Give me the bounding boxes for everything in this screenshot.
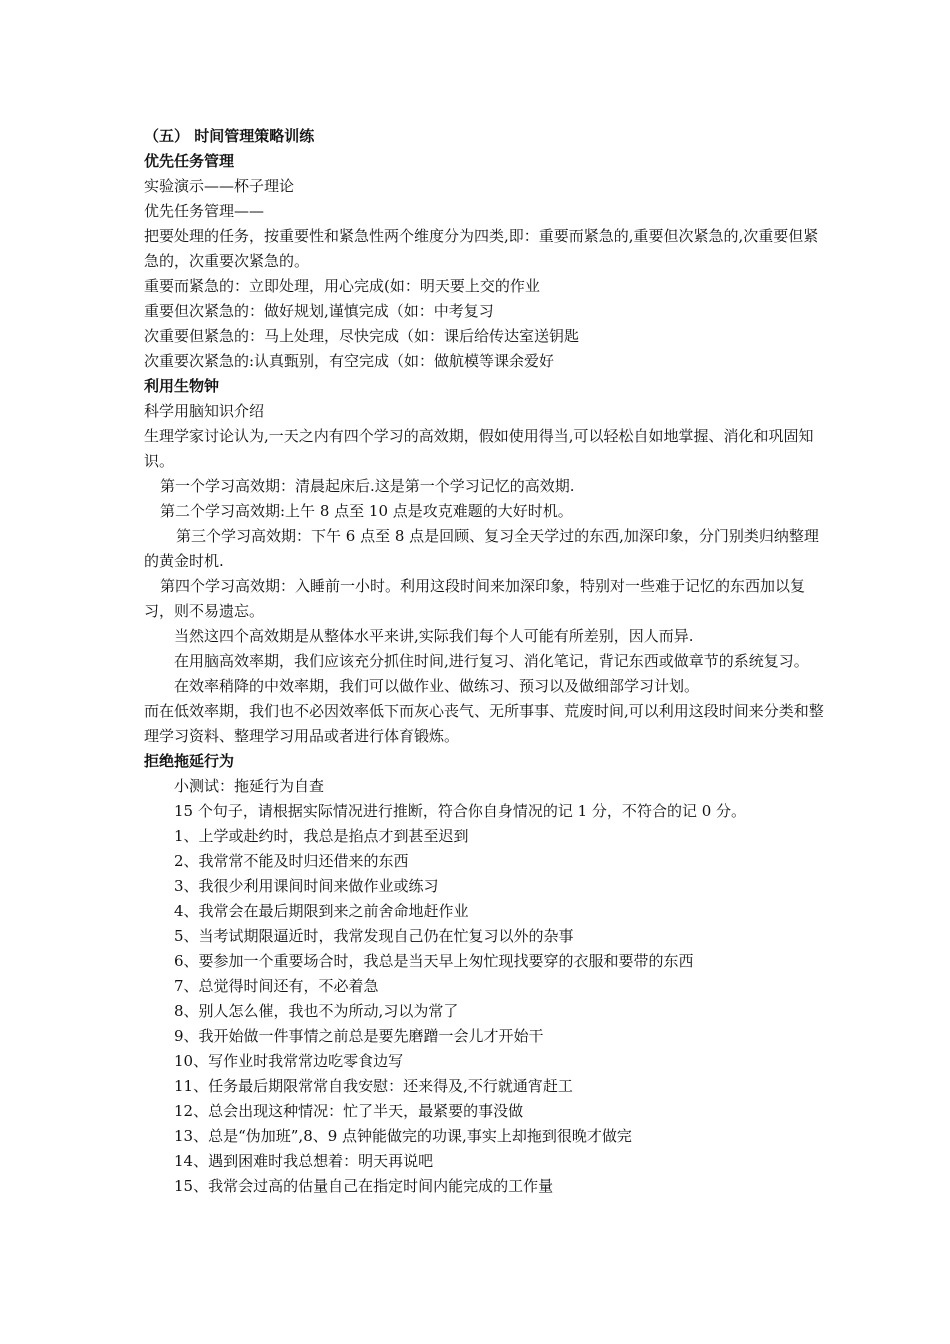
- quiz-item: 5、当考试期限逼近时，我常发现自己仍在忙复习以外的杂事: [174, 927, 574, 945]
- paragraph: 重要而紧急的：立即处理，用心完成(如：明天要上交的作业: [144, 277, 540, 295]
- section-title: 优先任务管理: [144, 152, 235, 170]
- paragraph: 第一个学习高效期：清晨起床后.这是第一个学习记忆的高效期.: [160, 477, 575, 495]
- section-title: 拒绝拖延行为: [144, 752, 235, 770]
- quiz-item: 8、别人怎么催，我也不为所动,习以为常了: [174, 1002, 459, 1020]
- quiz-item: 3、我很少利用课间时间来做作业或练习: [174, 877, 439, 895]
- paragraph-text: 第三个学习高效期：下午 6 点至 8 点是回顾、复习全天学过的东西,加深印象，分门别类归纳整理的黄金时机.: [144, 527, 819, 570]
- section-title: 利用生物钟: [144, 377, 220, 395]
- paragraph: [144, 524, 830, 574]
- paragraph: 而在低效率期，我们也不必因效率低下而灰心丧气、无所事事、荒废时间,可以利用这段时间来分类和整理学习资料、整理学习用品或者进行体育锻炼。: [144, 702, 824, 745]
- quiz-item: 1、上学或赴约时，我总是掐点才到甚至迟到: [174, 827, 469, 845]
- quiz-item: 13、总是“伪加班”,8、9 点钟能做完的功课,事实上却拖到很晚才做完: [174, 1127, 632, 1145]
- paragraph: 次重要但紧急的：马上处理，尽快完成（如：课后给传达室送钥匙: [144, 327, 580, 345]
- paragraph: 重要但次紧急的：做好规划,谨慎完成（如：中考复习: [144, 302, 494, 320]
- paragraph: 次重要次紧急的:认真甄别，有空完成（如：做航模等课余爱好: [144, 352, 555, 370]
- quiz-item: 6、要参加一个重要场合时，我总是当天早上匆忙现找要穿的衣服和要带的东西: [174, 952, 694, 970]
- quiz-item: 4、我常会在最后期限到来之前舍命地赶作业: [174, 902, 469, 920]
- paragraph-text: 第四个学习高效期：入睡前一小时。利用这段时间来加深印象，特别对一些难于记忆的东西加以复习，则不易遗忘。: [144, 577, 806, 620]
- quiz-item: 10、写作业时我常常边吃零食边写: [174, 1052, 404, 1070]
- quiz-item: 7、总觉得时间还有，不必着急: [174, 977, 379, 995]
- paragraph-text: 在用脑高效率期，我们应该充分抓住时间,进行复习、消化笔记，背记东西或做章节的系统复习。: [174, 652, 809, 670]
- paragraph: 实验演示——杯子理论: [144, 177, 295, 195]
- quiz-item: 2、我常常不能及时归还借来的东西: [174, 852, 409, 870]
- page-heading: （五） 时间管理策略训练: [144, 127, 315, 145]
- quiz-item: 12、总会出现这种情况：忙了半天，最紧要的事没做: [174, 1102, 524, 1120]
- quiz-title: 小测试：拖延行为自查: [174, 777, 325, 795]
- paragraph: 第二个学习高效期:上午 8 点至 10 点是攻克难题的大好时机。: [160, 502, 573, 520]
- paragraph: [144, 649, 830, 674]
- quiz-item: 11、任务最后期限常常自我安慰：还来得及,不行就通宵赶工: [174, 1077, 573, 1095]
- quiz-item: 15、我常会过高的估量自己在指定时间内能完成的工作量: [174, 1177, 554, 1195]
- paragraph: 当然这四个高效期是从整体水平来讲,实际我们每个人可能有所差别，因人而异.: [174, 627, 694, 645]
- paragraph: 优先任务管理——: [144, 202, 265, 220]
- paragraph: [144, 574, 830, 624]
- paragraph: 在效率稍降的中效率期，我们可以做作业、做练习、预习以及做细部学习计划。: [174, 677, 700, 695]
- quiz-intro: 15 个句子，请根据实际情况进行推断，符合你自身情况的记 1 分，不符合的记 0 分。: [174, 802, 747, 820]
- paragraph: 把要处理的任务，按重要性和紧急性两个维度分为四类,即：重要而紧急的,重要但次紧急的,次重要但紧急的，次重要次紧急的。: [144, 227, 819, 270]
- paragraph: 生理学家讨论认为,一天之内有四个学习的高效期，假如使用得当,可以轻松自如地掌握、消化和巩固知识。: [144, 427, 814, 470]
- quiz-item: 14、遇到困难时我总想着：明天再说吧: [174, 1152, 434, 1170]
- paragraph: 科学用脑知识介绍: [144, 402, 265, 420]
- quiz-item: 9、我开始做一件事情之前总是要先磨蹭一会儿才开始干: [174, 1027, 544, 1045]
